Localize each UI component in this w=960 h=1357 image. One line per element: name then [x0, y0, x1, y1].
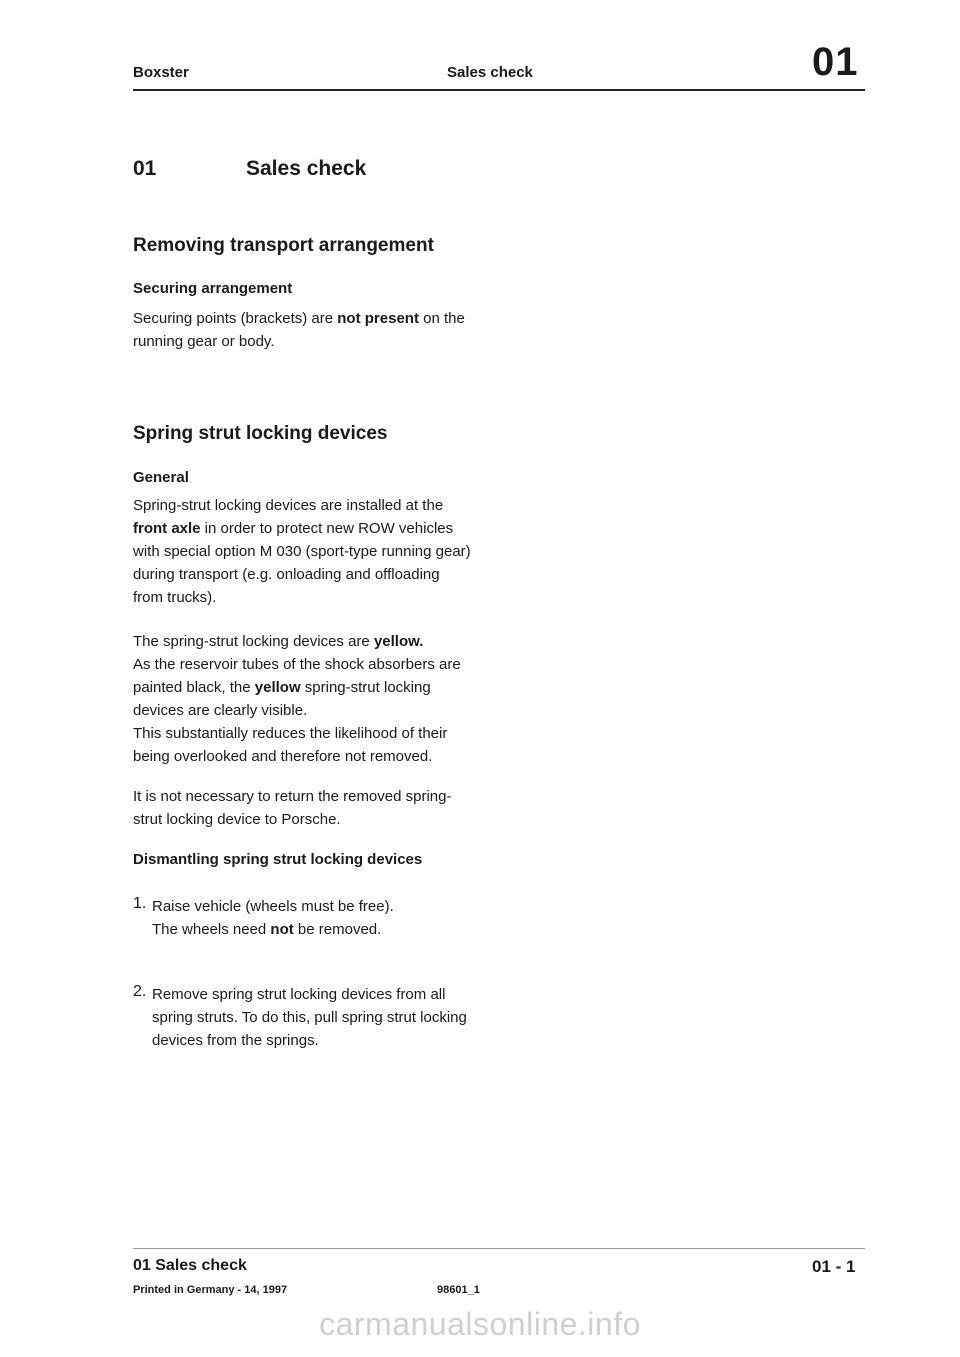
- paragraph-general: Spring-strut locking devices are installed at the front axle in order to protect new ROW vehicles with special option M 030 (sport-type running gear) during transport (e.g. onloading and offloading from trucks).: [133, 497, 471, 606]
- footer-code: 98601_1: [437, 1284, 480, 1296]
- step-number: 2.: [133, 983, 147, 1000]
- subheading-general: General: [133, 469, 189, 486]
- watermark: carmanualsonline.info: [319, 1306, 641, 1342]
- step-text: Raise vehicle (wheels must be free). The wheels need not be removed.: [152, 898, 394, 938]
- chapter-title: Sales check: [246, 157, 367, 180]
- paragraph-return: It is not necessary to return the removed spring-strut locking device to Porsche.: [133, 788, 452, 828]
- paragraph-securing: Securing points (brackets) are not present on the running gear or body.: [133, 310, 465, 350]
- section-heading-transport: Removing transport arrangement: [133, 235, 434, 256]
- footer-page-number: 01 - 1: [812, 1257, 856, 1276]
- header-rule: [133, 89, 865, 91]
- step-number: 1.: [133, 895, 147, 912]
- subheading-dismantling: Dismantling spring strut locking devices: [133, 851, 423, 868]
- header-section: Sales check: [447, 64, 533, 81]
- header-chapter-number: 01: [812, 40, 859, 84]
- step-text: Remove spring strut locking devices from all spring struts. To do this, pull spring strut locking devices from the springs.: [152, 986, 467, 1049]
- header-model: Boxster: [133, 64, 189, 81]
- section-heading-strut: Spring strut locking devices: [133, 423, 388, 444]
- footer-printed: Printed in Germany - 14, 1997: [133, 1284, 288, 1296]
- footer-rule: [133, 1248, 865, 1249]
- subheading-securing: Securing arrangement: [133, 280, 293, 297]
- chapter-number: 01: [133, 157, 157, 180]
- paragraph-yellow: The spring-strut locking devices are yellow. As the reservoir tubes of the shock absorbers are painted black, the yellow spring-strut locking devices are clearly visible. This substantially reduces the likelihood of their being overlooked and therefore not removed.: [133, 633, 461, 765]
- footer-title: 01 Sales check: [133, 1257, 247, 1274]
